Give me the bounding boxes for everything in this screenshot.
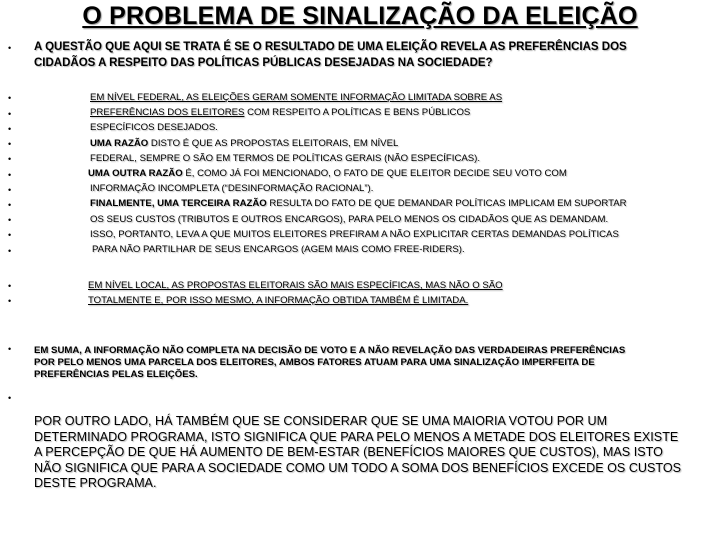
intro-paragraph [34,39,627,71]
federal-line-4-bold: UMA RAZÃO [90,137,149,149]
final-line-4: NÃO SIGNIFICA QUE PARA A SOCIEDADE COMO UM TODO A SOMA DOS BENEFÍCIOS EXCEDE OS CUSTOS [34,460,682,475]
bullet: • [8,139,12,149]
intro-line-2: CIDADÃOS A RESPEITO DAS POLÍTICAS PÚBLICAS DESEJADAS NA SOCIEDADE? [34,57,493,69]
federal-line-8-bold: FINALMENTE, UMA TERCEIRA RAZÃO [90,198,267,210]
federal-line-6-bold: UMA OUTRA RAZÃO [88,167,183,179]
bullet: • [8,154,12,164]
bullet: • [8,296,12,306]
federal-line-3: ESPECÍFICOS DESEJADOS. [90,122,218,134]
local-line-1: EM NÍVEL LOCAL, AS PROPOSTAS ELEITORAIS SÃO MAIS ESPECÍFICAS, MAS NÃO O SÃO [88,280,503,291]
local-paragraph [86,278,503,308]
bullet: • [8,93,12,103]
federal-line-1: EM NÍVEL FEDERAL, AS ELEIÇÕES GERAM SOMENTE INFORMAÇÃO LIMITADA SOBRE AS [90,92,503,103]
final-line-5: DESTE PROGRAMA. [34,476,157,491]
final-line-3: A PERCEPÇÃO DE QUE HÁ AUMENTO DE BEM-ESTAR (BENEFÍCIOS MAIORES QUE CUSTOS), MAS ISTO [34,445,663,460]
federal-line-5: FEDERAL, SEMPRE O SÃO EM TERMOS DE POLÍTICAS GERAIS (NÃO ESPECÍFICAS). [90,152,481,164]
federal-line-6-rest: É, COMO JÁ FOI MENCIONADO, O FATO DE QUE ELEITOR DECIDE SEU VOTO COM [182,167,567,179]
final-paragraph [34,414,681,492]
bullet: • [8,344,12,354]
bullet: • [8,43,12,53]
federal-line-7: INFORMAÇÃO INCOMPLETA (“DESINFORMAÇÃO RACIONAL”). [90,183,374,195]
federal-line-4-rest: DISTO É QUE AS PROPOSTAS ELEITORAIS, EM NÍVEL [148,137,399,149]
federal-line-2-underlined: PREFERÊNCIAS DOS ELEITORES [90,107,245,119]
summary-line-3: PREFERÊNCIAS PELAS ELEIÇÕES. [34,369,198,380]
bullet: • [8,170,12,180]
bullet: • [8,393,12,403]
summary-line-1: EM SUMA, A INFORMAÇÃO NÃO COMPLETA NA DECISÃO DE VOTO E A NÃO REVELAÇÃO DAS VERDADEIRAS PREFERÊNCIAS [34,345,626,356]
slide-title: O PROBLEMA DE SINALIZAÇÃO DA ELEIÇÃO [82,2,638,30]
summary-line-2: POR PELO MENOS UMA PARCELA DOS ELEITORES, AMBOS FATORES ATUAM PARA UMA SINALIZAÇÃO IMPERFEITA DE [34,357,595,368]
bullet: • [8,109,12,119]
bullet: • [8,200,12,210]
federal-line-2-rest: COM RESPEITO A POLÍTICAS E BENS PÚBLICOS [244,107,471,119]
final-line-2: DETERMINADO PROGRAMA, ISTO SIGNIFICA QUE PARA PELO MENOS A METADE DOS ELEITORES EXISTE [34,429,679,444]
intro-line-1: A QUESTÃO QUE AQUI SE TRATA É SE O RESULTADO DE UMA ELEIÇÃO REVELA AS PREFERÊNCIAS DOS [34,41,627,53]
federal-paragraph [86,90,627,257]
federal-line-10: ISSO, PORTANTO, LEVA A QUE MUITOS ELEITORES PREFIRAM A NÃO EXPLICITAR CERTAS DEMANDAS POLÍTICAS [90,228,619,240]
bullet: • [8,230,12,240]
federal-line-9: OS SEUS CUSTOS (TRIBUTOS E OUTROS ENCARGOS), PARA PELO MENOS OS CIDADÃOS QUE AS DEMANDAM. [90,213,609,225]
summary-paragraph [34,345,625,381]
bullet: • [8,215,12,225]
federal-line-8-rest: RESULTA DO FATO DE QUE DEMANDAR POLÍTICAS IMPLICAM EM SUPORTAR [266,198,627,210]
bullet: • [8,185,12,195]
bullet: • [8,124,12,134]
final-line-1: POR OUTRO LADO, HÁ TAMBÉM QUE SE CONSIDERAR QUE SE UMA MAIORIA VOTOU POR UM [34,414,608,428]
federal-line-11: PARA NÃO PARTILHAR DE SEUS ENCARGOS (AGEM MAIS COMO FREE-RIDERS). [92,243,465,255]
local-line-2: TOTALMENTE E, POR ISSO MESMO, A INFORMAÇÃO OBTIDA TAMBÉM É LIMITADA. [88,295,469,307]
bullet: • [8,246,12,256]
bullet: • [8,281,12,291]
